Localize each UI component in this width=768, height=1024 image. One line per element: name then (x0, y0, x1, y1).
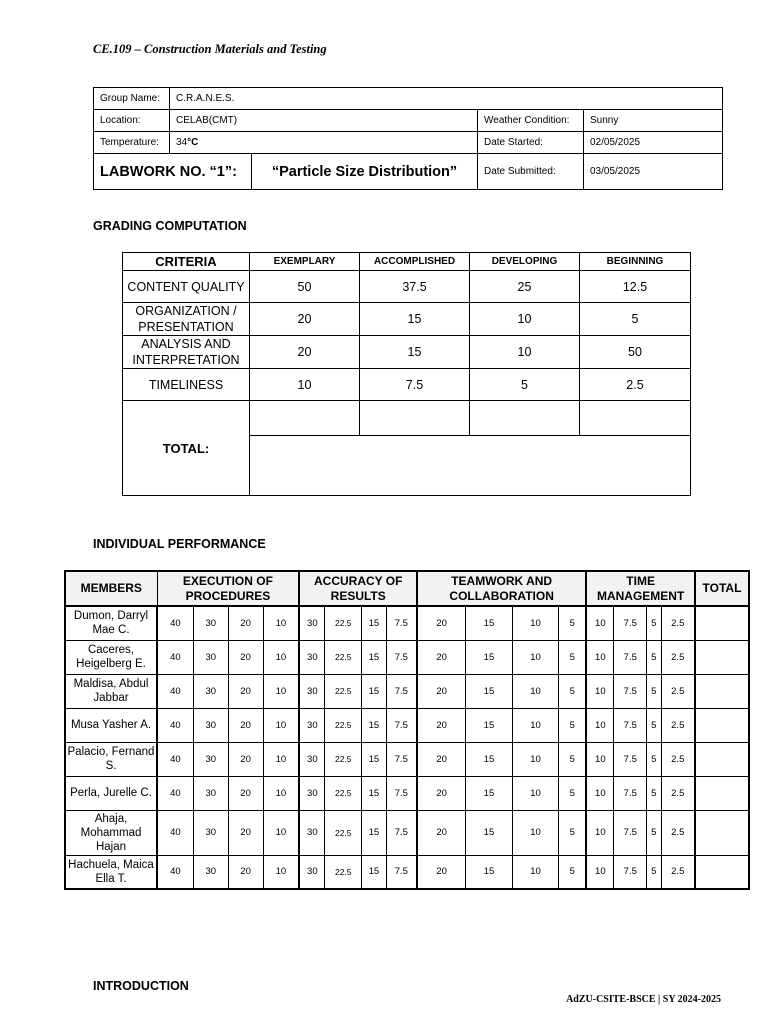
score-cell: 50 (250, 271, 360, 303)
member-row (65, 742, 749, 776)
level-header: BEGINNING (580, 253, 691, 271)
score-option[interactable]: 22.5 (325, 855, 362, 889)
footer-text: AdZU-CSITE-BSCE | SY 2024-2025 (566, 994, 721, 1005)
score-option[interactable]: 22.5 (325, 776, 362, 810)
score-option[interactable]: 15 (362, 810, 386, 855)
score-option[interactable]: 10 (586, 776, 614, 810)
temperature-number: 34 (176, 137, 188, 148)
member-total[interactable] (695, 776, 749, 810)
score-cell: 20 (250, 336, 360, 369)
score-option[interactable]: 10 (512, 606, 559, 640)
member-row (65, 606, 749, 640)
score-cell: 10 (250, 369, 360, 401)
score-option[interactable]: 10 (512, 640, 559, 674)
score-option[interactable]: 7.5 (614, 855, 647, 889)
score-option[interactable]: 22.5 (325, 674, 362, 708)
total-header: TOTAL (695, 571, 749, 606)
member-total[interactable] (695, 810, 749, 855)
score-option[interactable]: 30 (299, 640, 324, 674)
score-option[interactable]: 15 (362, 640, 386, 674)
score-option[interactable]: 20 (228, 776, 263, 810)
lab-info-table (93, 87, 723, 190)
score-option[interactable]: 7.5 (386, 640, 417, 674)
score-option[interactable]: 7.5 (386, 674, 417, 708)
score-option[interactable]: 7.5 (386, 708, 417, 742)
score-option[interactable]: 10 (263, 742, 299, 776)
score-option[interactable]: 10 (512, 776, 559, 810)
score-option[interactable]: 5 (647, 776, 661, 810)
member-row (65, 810, 749, 855)
member-name: Palacio, Fernand S. (65, 742, 157, 776)
score-option[interactable]: 20 (228, 606, 263, 640)
labwork-title: “Particle Size Distribution” (252, 154, 478, 190)
score-option[interactable]: 2.5 (661, 708, 695, 742)
score-option[interactable]: 10 (263, 640, 299, 674)
score-option[interactable]: 5 (559, 606, 586, 640)
score-option[interactable]: 5 (559, 674, 586, 708)
location-label: Location: (94, 110, 170, 132)
score-cell: 50 (580, 336, 691, 369)
temperature-unit: °C (187, 137, 199, 148)
score-option[interactable]: 10 (586, 855, 614, 889)
score-cell: 20 (250, 303, 360, 336)
score-option[interactable]: 30 (299, 708, 324, 742)
score-option[interactable]: 20 (228, 708, 263, 742)
score-option[interactable]: 20 (228, 674, 263, 708)
score-option[interactable]: 30 (299, 742, 324, 776)
score-option[interactable]: 20 (417, 776, 466, 810)
score-option[interactable]: 15 (466, 776, 513, 810)
score-option[interactable]: 40 (157, 776, 193, 810)
teamwork-header: TEAMWORK AND COLLABORATION (417, 571, 586, 606)
date-submitted-label: Date Submitted: (478, 154, 584, 190)
total-score-cell[interactable] (360, 401, 470, 436)
member-total[interactable] (695, 708, 749, 742)
score-option[interactable]: 15 (362, 742, 386, 776)
score-option[interactable]: 30 (193, 708, 228, 742)
score-option[interactable]: 7.5 (614, 640, 647, 674)
score-option[interactable]: 30 (193, 742, 228, 776)
score-cell: 37.5 (360, 271, 470, 303)
score-option[interactable]: 15 (466, 674, 513, 708)
member-row (65, 708, 749, 742)
score-option[interactable]: 40 (157, 674, 193, 708)
score-option[interactable]: 7.5 (614, 742, 647, 776)
member-total[interactable] (695, 640, 749, 674)
score-option[interactable]: 7.5 (614, 810, 647, 855)
score-option[interactable]: 10 (512, 855, 559, 889)
score-option[interactable]: 20 (228, 742, 263, 776)
group-name-label: Group Name: (94, 88, 170, 110)
score-option[interactable]: 10 (263, 810, 299, 855)
weather-value: Sunny (584, 110, 723, 132)
score-option[interactable]: 7.5 (386, 855, 417, 889)
score-option[interactable]: 10 (512, 742, 559, 776)
level-header: ACCOMPLISHED (360, 253, 470, 271)
score-option[interactable]: 5 (559, 640, 586, 674)
score-option[interactable]: 10 (586, 606, 614, 640)
members-header: MEMBERS (65, 571, 157, 606)
score-option[interactable]: 10 (263, 776, 299, 810)
course-title: CE.109 – Construction Materials and Testing (93, 42, 327, 56)
criteria-header: CRITERIA (123, 253, 250, 271)
member-name: Musa Yasher A. (65, 708, 157, 742)
score-option[interactable]: 2.5 (661, 640, 695, 674)
execution-header: EXECUTION OF PROCEDURES (157, 571, 299, 606)
date-started-value: 02/05/2025 (584, 132, 723, 154)
score-option[interactable]: 7.5 (614, 606, 647, 640)
accuracy-header: ACCURACY OF RESULTS (299, 571, 417, 606)
score-option[interactable]: 10 (512, 674, 559, 708)
temperature-value (170, 132, 478, 154)
member-name: Caceres, Heigelberg E. (65, 640, 157, 674)
total-label: TOTAL: (123, 401, 250, 496)
member-name: Hachuela, Maica Ella T. (65, 855, 157, 889)
score-option[interactable]: 22.5 (325, 810, 362, 855)
member-total[interactable] (695, 742, 749, 776)
score-option[interactable]: 2.5 (661, 606, 695, 640)
score-option[interactable]: 20 (417, 708, 466, 742)
score-option[interactable]: 30 (193, 606, 228, 640)
score-option[interactable]: 30 (193, 855, 228, 889)
score-option[interactable]: 10 (263, 674, 299, 708)
score-option[interactable]: 20 (417, 742, 466, 776)
score-option[interactable]: 30 (299, 606, 324, 640)
score-option[interactable]: 40 (157, 640, 193, 674)
member-name: Maldisa, Abdul Jabbar (65, 674, 157, 708)
score-option[interactable]: 10 (586, 674, 614, 708)
score-option[interactable]: 40 (157, 708, 193, 742)
score-option[interactable]: 5 (647, 640, 661, 674)
score-option[interactable]: 30 (193, 674, 228, 708)
member-total[interactable] (695, 674, 749, 708)
score-option[interactable]: 20 (417, 810, 466, 855)
location-value: CELAB(CMT) (170, 110, 478, 132)
level-header: DEVELOPING (470, 253, 580, 271)
score-option[interactable]: 7.5 (614, 674, 647, 708)
score-cell: 15 (360, 303, 470, 336)
score-option[interactable]: 40 (157, 810, 193, 855)
score-option[interactable]: 40 (157, 855, 193, 889)
score-cell: 12.5 (580, 271, 691, 303)
score-option[interactable]: 10 (586, 708, 614, 742)
score-option[interactable]: 10 (263, 708, 299, 742)
score-option[interactable]: 7.5 (614, 708, 647, 742)
time-header: TIME MANAGEMENT (586, 571, 695, 606)
member-row (65, 855, 749, 889)
total-score-cell[interactable] (580, 401, 691, 436)
score-option[interactable]: 5 (647, 674, 661, 708)
score-option[interactable]: 5 (559, 810, 586, 855)
score-option[interactable]: 22.5 (325, 742, 362, 776)
score-cell: 25 (470, 271, 580, 303)
score-option[interactable]: 30 (193, 640, 228, 674)
member-name: Ahaja, Mohammad Hajan (65, 810, 157, 855)
level-header: EXEMPLARY (250, 253, 360, 271)
score-option[interactable]: 2.5 (661, 776, 695, 810)
score-option[interactable]: 10 (586, 742, 614, 776)
score-option[interactable]: 15 (466, 742, 513, 776)
member-name: Perla, Jurelle C. (65, 776, 157, 810)
criteria-label: TIMELINESS (123, 369, 250, 401)
score-option[interactable]: 10 (586, 640, 614, 674)
member-row (65, 776, 749, 810)
score-option[interactable]: 10 (263, 606, 299, 640)
score-option[interactable]: 15 (362, 855, 386, 889)
score-option[interactable]: 40 (157, 606, 193, 640)
score-cell: 5 (470, 369, 580, 401)
group-name-value: C.R.A.N.E.S. (170, 88, 723, 110)
score-option[interactable]: 10 (263, 855, 299, 889)
score-option[interactable]: 2.5 (661, 674, 695, 708)
score-option[interactable]: 15 (362, 776, 386, 810)
performance-heading: INDIVIDUAL PERFORMANCE (93, 537, 266, 551)
score-option[interactable]: 5 (559, 855, 586, 889)
performance-table (64, 570, 750, 890)
score-option[interactable]: 5 (559, 708, 586, 742)
score-option[interactable]: 15 (466, 855, 513, 889)
member-total[interactable] (695, 855, 749, 889)
score-option[interactable]: 2.5 (661, 855, 695, 889)
score-option[interactable]: 5 (647, 742, 661, 776)
score-option[interactable]: 5 (559, 742, 586, 776)
score-cell: 10 (470, 336, 580, 369)
score-option[interactable]: 30 (299, 776, 324, 810)
score-option[interactable]: 5 (647, 708, 661, 742)
score-option[interactable]: 10 (512, 810, 559, 855)
date-started-label: Date Started: (478, 132, 584, 154)
score-option[interactable]: 20 (228, 855, 263, 889)
score-option[interactable]: 7.5 (386, 742, 417, 776)
score-option[interactable]: 20 (417, 640, 466, 674)
weather-label: Weather Condition: (478, 110, 584, 132)
score-option[interactable]: 5 (559, 776, 586, 810)
score-option[interactable]: 30 (299, 674, 324, 708)
grading-heading: GRADING COMPUTATION (93, 219, 247, 233)
score-option[interactable]: 15 (466, 708, 513, 742)
score-option[interactable]: 7.5 (386, 606, 417, 640)
score-option[interactable]: 7.5 (386, 776, 417, 810)
score-cell: 7.5 (360, 369, 470, 401)
score-option[interactable]: 2.5 (661, 810, 695, 855)
member-total[interactable] (695, 606, 749, 640)
score-option[interactable]: 15 (466, 640, 513, 674)
score-option[interactable]: 30 (193, 810, 228, 855)
score-cell: 5 (580, 303, 691, 336)
score-option[interactable]: 20 (228, 810, 263, 855)
grading-table (122, 252, 691, 496)
score-option[interactable]: 20 (228, 640, 263, 674)
member-name: Dumon, Darryl Mae C. (65, 606, 157, 640)
score-option[interactable]: 40 (157, 742, 193, 776)
score-option[interactable]: 22.5 (325, 640, 362, 674)
score-option[interactable]: 22.5 (325, 708, 362, 742)
score-option[interactable]: 10 (586, 810, 614, 855)
score-option[interactable]: 22.5 (325, 606, 362, 640)
score-option[interactable]: 20 (417, 855, 466, 889)
score-cell: 15 (360, 336, 470, 369)
criteria-label: ANALYSIS AND INTERPRETATION (123, 336, 250, 369)
date-submitted-value: 03/05/2025 (584, 154, 723, 190)
score-option[interactable]: 15 (362, 708, 386, 742)
score-option[interactable]: 5 (647, 606, 661, 640)
score-option[interactable]: 20 (417, 606, 466, 640)
grand-total-cell[interactable] (250, 436, 691, 496)
labwork-number: LABWORK NO. “1”: (94, 154, 252, 190)
score-option[interactable]: 2.5 (661, 742, 695, 776)
score-option[interactable]: 7.5 (386, 810, 417, 855)
total-score-cell[interactable] (470, 401, 580, 436)
score-option[interactable]: 15 (466, 606, 513, 640)
score-option[interactable]: 30 (299, 855, 324, 889)
score-option[interactable]: 15 (362, 674, 386, 708)
member-row (65, 674, 749, 708)
score-option[interactable]: 15 (466, 810, 513, 855)
score-cell: 2.5 (580, 369, 691, 401)
member-row (65, 640, 749, 674)
score-option[interactable]: 20 (417, 674, 466, 708)
criteria-label: ORGANIZATION / PRESENTATION (123, 303, 250, 336)
score-option[interactable]: 7.5 (614, 776, 647, 810)
score-option[interactable]: 30 (299, 810, 324, 855)
score-option[interactable]: 5 (647, 855, 661, 889)
score-option[interactable]: 10 (512, 708, 559, 742)
score-option[interactable]: 5 (647, 810, 661, 855)
score-cell: 10 (470, 303, 580, 336)
score-option[interactable]: 15 (362, 606, 386, 640)
temperature-label: Temperature: (94, 132, 170, 154)
total-score-cell[interactable] (250, 401, 360, 436)
introduction-heading: INTRODUCTION (93, 979, 189, 993)
criteria-label: CONTENT QUALITY (123, 271, 250, 303)
score-option[interactable]: 30 (193, 776, 228, 810)
